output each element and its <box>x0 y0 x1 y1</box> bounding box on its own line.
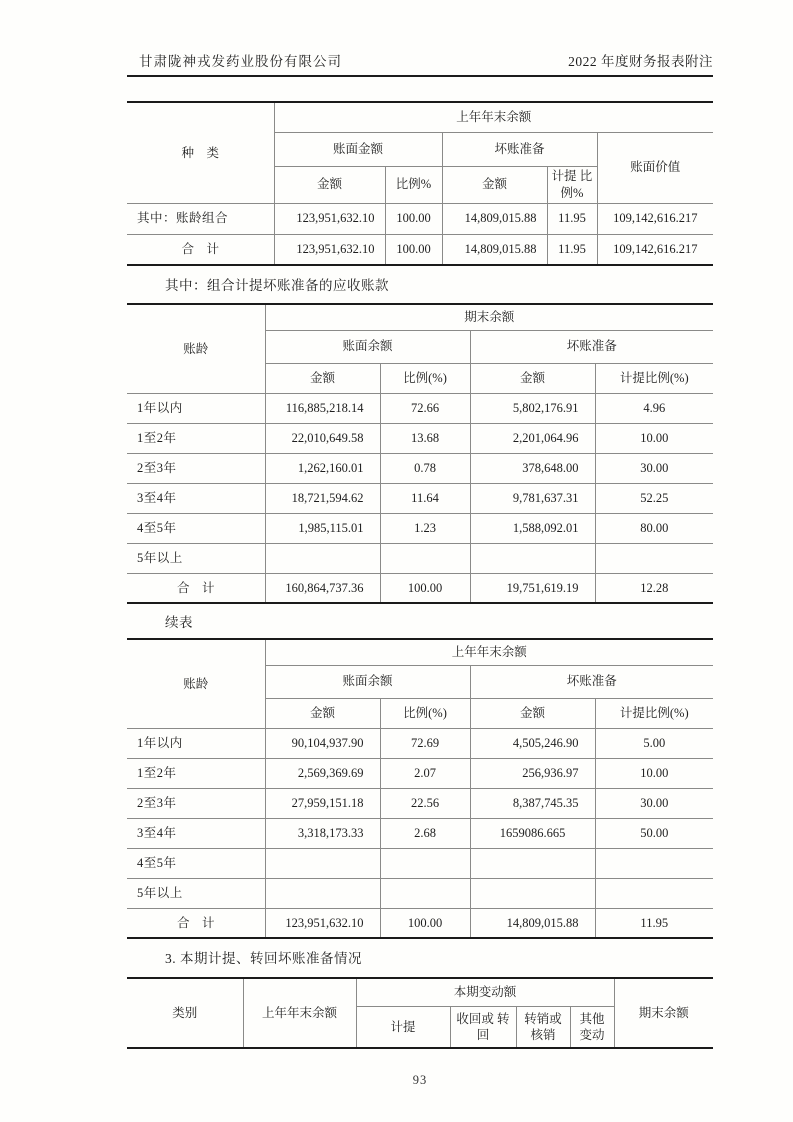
table-row <box>127 483 713 513</box>
header-other-change: 其他 变动 <box>570 1006 614 1048</box>
cell-aging-label: 2至3年 <box>127 788 265 818</box>
header-provision-ratio: 计提 比例% <box>547 166 597 203</box>
cell-amount: 22,010,649.58 <box>265 423 380 453</box>
movement-table <box>127 977 713 1049</box>
cell-ratio <box>380 878 470 908</box>
cell-ratio: 2.07 <box>380 758 470 788</box>
cell-bad-amount: 19,751,619.19 <box>470 573 595 603</box>
document-header <box>127 0 713 77</box>
cell-bad-amount <box>470 848 595 878</box>
cell-amount: 123,951,632.10 <box>265 908 380 938</box>
cell-provision-ratio: 30.00 <box>595 453 713 483</box>
cell-bad-amount: 256,936.97 <box>470 758 595 788</box>
header-bad-debt-provision: 坏账准备 <box>442 132 597 166</box>
header-period-end-balance: 期末余额 <box>265 304 713 330</box>
cell-bad-amount: 14,809,015.88 <box>442 234 547 265</box>
table-row <box>127 758 713 788</box>
cell-aging-label: 1年以内 <box>127 393 265 423</box>
header-category: 类别 <box>127 978 243 1048</box>
table-row <box>127 543 713 573</box>
cell-provision-ratio: 4.96 <box>595 393 713 423</box>
cell-ratio: 100.00 <box>385 234 442 265</box>
header-carrying-value: 账面价值 <box>597 132 713 203</box>
header-book-balance: 账面余额 <box>265 330 470 363</box>
cell-amount <box>265 848 380 878</box>
cell-aging-label: 2至3年 <box>127 453 265 483</box>
cell-bad-amount: 5,802,176.91 <box>470 393 595 423</box>
cell-provision-ratio: 10.00 <box>595 758 713 788</box>
table-row <box>127 848 713 878</box>
cell-provision-ratio: 50.00 <box>595 818 713 848</box>
table-row <box>127 203 713 234</box>
cell-ratio: 1.23 <box>380 513 470 543</box>
header-bad-debt-provision: 坏账准备 <box>470 330 713 363</box>
cell-provision-ratio: 11.95 <box>595 908 713 938</box>
cell-carrying-value: 109,142,616.217 <box>597 203 713 234</box>
table-row <box>127 818 713 848</box>
header-ratio: 比例% <box>385 166 442 203</box>
cell-amount <box>265 878 380 908</box>
table-row <box>127 728 713 758</box>
table-row <box>127 878 713 908</box>
header-bad-debt-provision: 坏账准备 <box>470 665 713 698</box>
cell-carrying-value: 109,142,616.217 <box>597 234 713 265</box>
header-provision-ratio: 计提比例(%) <box>595 363 713 393</box>
cell-provision-ratio: 11.95 <box>547 234 597 265</box>
table-row <box>127 453 713 483</box>
table-row <box>127 788 713 818</box>
cell-ratio: 2.68 <box>380 818 470 848</box>
cell-ratio: 72.69 <box>380 728 470 758</box>
header-bad-amount: 金额 <box>470 363 595 393</box>
cell-amount: 27,959,151.18 <box>265 788 380 818</box>
header-current-change: 本期变动额 <box>356 978 614 1006</box>
header-provision-ratio: 计提比例(%) <box>595 698 713 728</box>
cell-ratio: 22.56 <box>380 788 470 818</box>
cell-bad-amount: 4,505,246.90 <box>470 728 595 758</box>
cell-aging-label: 5年以上 <box>127 543 265 573</box>
header-amount: 金额 <box>265 698 380 728</box>
cell-provision-ratio: 52.25 <box>595 483 713 513</box>
cell-aging-label: 1至2年 <box>127 758 265 788</box>
note-grouped-receivables: 其中：组合计提坏账准备的应收账款 <box>165 278 389 293</box>
cell-bad-amount <box>470 543 595 573</box>
header-recover-reverse: 收回或 转回 <box>450 1006 516 1048</box>
header-prior-year-balance: 上年年末余额 <box>243 978 356 1048</box>
cell-amount: 123,951,632.10 <box>274 203 385 234</box>
cell-type-label: 合 计 <box>127 234 274 265</box>
cell-amount: 116,885,218.14 <box>265 393 380 423</box>
cell-aging-label: 3至4年 <box>127 818 265 848</box>
cell-aging-label: 3至4年 <box>127 483 265 513</box>
cell-provision-ratio: 80.00 <box>595 513 713 543</box>
header-provision: 计提 <box>356 1006 450 1048</box>
header-bad-amount: 金额 <box>442 166 547 203</box>
page-number: 93 <box>412 1073 428 1087</box>
header-ratio: 比例(%) <box>380 698 470 728</box>
cell-provision-ratio: 30.00 <box>595 788 713 818</box>
page-content <box>127 0 713 1088</box>
table-row-total <box>127 234 713 265</box>
cell-type-label: 其中：账龄组合 <box>127 203 274 234</box>
header-period-end-balance: 期末余额 <box>614 978 713 1048</box>
cell-aging-label: 合 计 <box>127 908 265 938</box>
cell-ratio: 100.00 <box>380 908 470 938</box>
table-row <box>127 423 713 453</box>
cell-amount: 3,318,173.33 <box>265 818 380 848</box>
header-aging: 账龄 <box>127 639 265 728</box>
header-type: 种 类 <box>127 102 274 203</box>
prior-year-summary-table <box>127 101 713 266</box>
table-row-total <box>127 573 713 603</box>
cell-ratio: 100.00 <box>385 203 442 234</box>
table-row-total <box>127 908 713 938</box>
cell-aging-label: 1至2年 <box>127 423 265 453</box>
header-book-amount: 账面金额 <box>274 132 442 166</box>
cell-ratio: 0.78 <box>380 453 470 483</box>
header-prior-year-balance: 上年年末余额 <box>265 639 713 665</box>
header-amount: 金额 <box>265 363 380 393</box>
cell-provision-ratio: 10.00 <box>595 423 713 453</box>
table-row <box>127 393 713 423</box>
cell-aging-label: 5年以上 <box>127 878 265 908</box>
table-row <box>127 513 713 543</box>
header-book-balance: 账面余额 <box>265 665 470 698</box>
cell-bad-amount: 9,781,637.31 <box>470 483 595 513</box>
header-amount: 金额 <box>274 166 385 203</box>
period-end-aging-table <box>127 303 713 604</box>
cell-provision-ratio <box>595 878 713 908</box>
cell-bad-amount: 8,387,745.35 <box>470 788 595 818</box>
cell-ratio: 72.66 <box>380 393 470 423</box>
cell-ratio: 100.00 <box>380 573 470 603</box>
cell-bad-amount: 1659086.665 <box>470 818 595 848</box>
cell-amount: 1,262,160.01 <box>265 453 380 483</box>
header-writeoff: 转销或 核销 <box>516 1006 570 1048</box>
cell-bad-amount: 2,201,064.96 <box>470 423 595 453</box>
header-ratio: 比例(%) <box>380 363 470 393</box>
cell-bad-amount: 14,809,015.88 <box>442 203 547 234</box>
cell-amount: 123,951,632.10 <box>274 234 385 265</box>
cell-amount: 1,985,115.01 <box>265 513 380 543</box>
cell-provision-ratio: 11.95 <box>547 203 597 234</box>
cell-provision-ratio: 5.00 <box>595 728 713 758</box>
cell-ratio: 13.68 <box>380 423 470 453</box>
prior-year-aging-table <box>127 638 713 939</box>
cell-aging-label: 1年以内 <box>127 728 265 758</box>
header-aging: 账龄 <box>127 304 265 393</box>
cell-aging-label: 合 计 <box>127 573 265 603</box>
cell-ratio: 11.64 <box>380 483 470 513</box>
header-prior-year-balance: 上年年末余额 <box>274 102 713 132</box>
cell-aging-label: 4至5年 <box>127 848 265 878</box>
cell-amount: 18,721,594.62 <box>265 483 380 513</box>
cell-amount: 90,104,937.90 <box>265 728 380 758</box>
cell-amount: 2,569,369.69 <box>265 758 380 788</box>
cell-ratio <box>380 543 470 573</box>
cell-bad-amount <box>470 878 595 908</box>
cell-ratio <box>380 848 470 878</box>
cell-provision-ratio <box>595 543 713 573</box>
cell-bad-amount: 14,809,015.88 <box>470 908 595 938</box>
note-provision-section: 3. 本期计提、转回坏账准备情况 <box>165 951 362 966</box>
report-title: 2022 年度财务报表附注 <box>568 54 713 69</box>
cell-bad-amount: 378,648.00 <box>470 453 595 483</box>
cell-provision-ratio: 12.28 <box>595 573 713 603</box>
cell-provision-ratio <box>595 848 713 878</box>
cell-bad-amount: 1,588,092.01 <box>470 513 595 543</box>
cell-amount <box>265 543 380 573</box>
cell-aging-label: 4至5年 <box>127 513 265 543</box>
continued-table-label: 续表 <box>165 615 193 630</box>
cell-amount: 160,864,737.36 <box>265 573 380 603</box>
company-name: 甘肃陇神戎发药业股份有限公司 <box>139 54 342 69</box>
header-bad-amount: 金额 <box>470 698 595 728</box>
